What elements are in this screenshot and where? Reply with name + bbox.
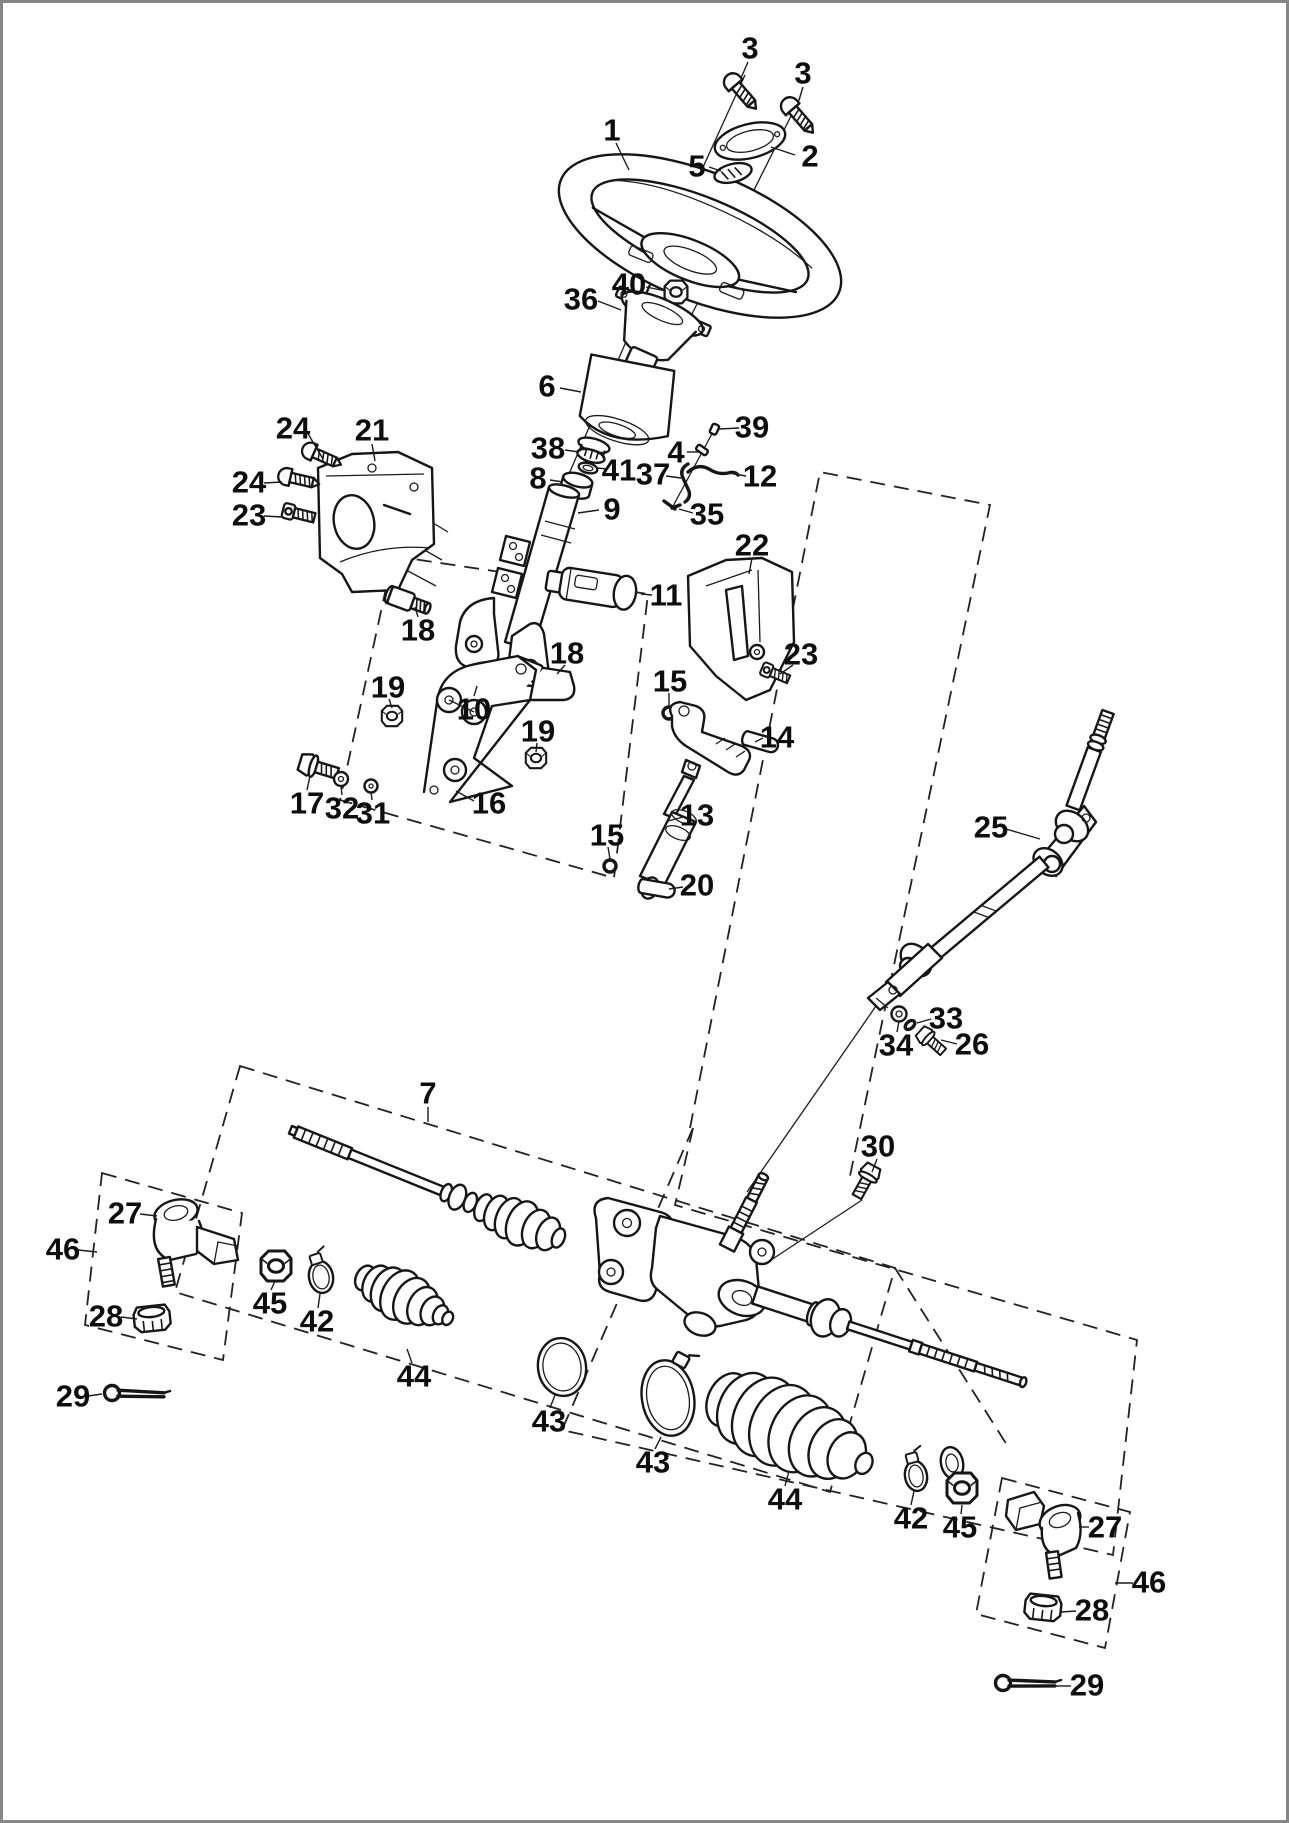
callout-3: 3 xyxy=(794,55,812,91)
callout-30: 30 xyxy=(860,1128,896,1164)
part-31-washer xyxy=(365,780,378,793)
callout-45: 45 xyxy=(942,1509,978,1545)
part-25-intermediate-shaft xyxy=(868,709,1116,1010)
part-11-ignition-lock xyxy=(544,564,638,612)
callout-24: 24 xyxy=(275,410,311,446)
callout-layer xyxy=(46,31,1166,1703)
callout-14: 14 xyxy=(759,719,795,755)
part-44-bellows-left xyxy=(346,1251,464,1344)
part-45-nut-right xyxy=(947,1473,977,1503)
callout-31: 31 xyxy=(355,795,391,831)
part-23-screw xyxy=(281,503,316,526)
callout-19: 19 xyxy=(370,669,406,705)
leader-line-9 xyxy=(578,510,599,513)
callout-28: 28 xyxy=(88,1298,124,1334)
callout-35: 35 xyxy=(689,496,725,532)
callout-29: 29 xyxy=(1069,1667,1105,1703)
callout-23: 23 xyxy=(783,636,819,672)
leader-line-23 xyxy=(264,516,282,517)
callout-3: 3 xyxy=(741,30,759,66)
part-28-adjuster-nut-right xyxy=(1024,1593,1062,1622)
callout-39: 39 xyxy=(734,409,770,445)
part-42-clamp-right xyxy=(903,1446,930,1493)
callout-40: 40 xyxy=(611,266,647,302)
part-39-screw xyxy=(709,423,720,435)
callout-8: 8 xyxy=(529,460,547,496)
callout-9: 9 xyxy=(603,491,621,527)
callout-1: 1 xyxy=(603,112,621,148)
callout-2: 2 xyxy=(801,138,819,174)
callout-44: 44 xyxy=(396,1358,432,1394)
part-30-bolt xyxy=(848,1161,882,1201)
release-lever xyxy=(670,702,750,775)
callout-15: 15 xyxy=(652,663,688,699)
callout-26: 26 xyxy=(954,1026,990,1062)
part-4-spacer xyxy=(695,444,708,456)
callout-45: 45 xyxy=(252,1285,288,1321)
callout-22: 22 xyxy=(734,527,770,563)
callout-12: 12 xyxy=(742,458,778,494)
leader-line-36 xyxy=(598,301,621,310)
part-27-tie-rod-end-right xyxy=(1006,1492,1085,1579)
callout-42: 42 xyxy=(893,1500,929,1536)
leader-line-24 xyxy=(264,482,282,483)
callout-38: 38 xyxy=(530,430,566,466)
callout-27: 27 xyxy=(1087,1509,1123,1545)
callout-11: 11 xyxy=(649,577,683,613)
callout-19: 19 xyxy=(520,713,556,749)
part-5-contact-ring xyxy=(712,160,753,187)
part-35-clip xyxy=(664,501,680,509)
callout-29: 29 xyxy=(55,1378,91,1414)
leader-line-2 xyxy=(771,147,795,155)
part-29-cotter-pin-left xyxy=(104,1385,170,1402)
part-29-cotter-pin-right xyxy=(995,1675,1061,1691)
callout-43: 43 xyxy=(531,1403,567,1439)
callout-37: 37 xyxy=(635,456,671,492)
callout-16: 16 xyxy=(471,785,507,821)
leader-line-28 xyxy=(1061,1611,1076,1612)
callout-28: 28 xyxy=(1074,1592,1110,1628)
leader-line-38 xyxy=(565,450,579,452)
callout-36: 36 xyxy=(563,281,599,317)
leader-line-6 xyxy=(560,388,581,392)
part-7-rack-assembly xyxy=(282,1108,1032,1401)
callout-43: 43 xyxy=(635,1444,671,1480)
callout-7: 7 xyxy=(419,1075,437,1111)
part-32-washer xyxy=(334,772,348,786)
callout-23: 23 xyxy=(231,497,267,533)
part-28-adjuster-nut-left xyxy=(133,1304,171,1333)
part-45-nut-left xyxy=(261,1251,291,1281)
callout-15: 15 xyxy=(589,817,625,853)
callout-44: 44 xyxy=(767,1481,803,1517)
part-19-nut xyxy=(382,706,402,726)
callout-18: 18 xyxy=(549,635,585,671)
callout-10: 10 xyxy=(456,691,492,727)
callout-6: 6 xyxy=(538,368,556,404)
callout-4: 4 xyxy=(667,434,685,470)
leader-line-25 xyxy=(1006,829,1040,839)
callout-27: 27 xyxy=(107,1195,143,1231)
callout-46: 46 xyxy=(1131,1564,1167,1600)
part-21-shroud-left xyxy=(318,452,434,592)
callout-34: 34 xyxy=(878,1027,914,1063)
callout-18: 18 xyxy=(400,612,436,648)
callout-41: 41 xyxy=(601,452,637,488)
part-43-clamp-worm xyxy=(636,1346,700,1440)
callout-25: 25 xyxy=(973,809,1009,845)
part-34-washer xyxy=(892,1007,907,1022)
callout-32: 32 xyxy=(324,790,360,826)
callout-21: 21 xyxy=(354,412,390,448)
part-24-screw xyxy=(277,466,322,492)
part-42-clamp-left xyxy=(306,1246,335,1294)
callout-5: 5 xyxy=(688,148,706,184)
callout-13: 13 xyxy=(679,797,715,833)
part-44-bellows-right xyxy=(692,1353,966,1504)
part-43-clamp-plain xyxy=(534,1335,590,1399)
callout-42: 42 xyxy=(299,1303,335,1339)
callout-24: 24 xyxy=(231,464,267,500)
callout-46: 46 xyxy=(45,1231,81,1267)
callout-33: 33 xyxy=(928,1000,964,1036)
part-15-oring xyxy=(604,860,616,872)
callout-20: 20 xyxy=(679,867,715,903)
callout-17: 17 xyxy=(289,785,325,821)
